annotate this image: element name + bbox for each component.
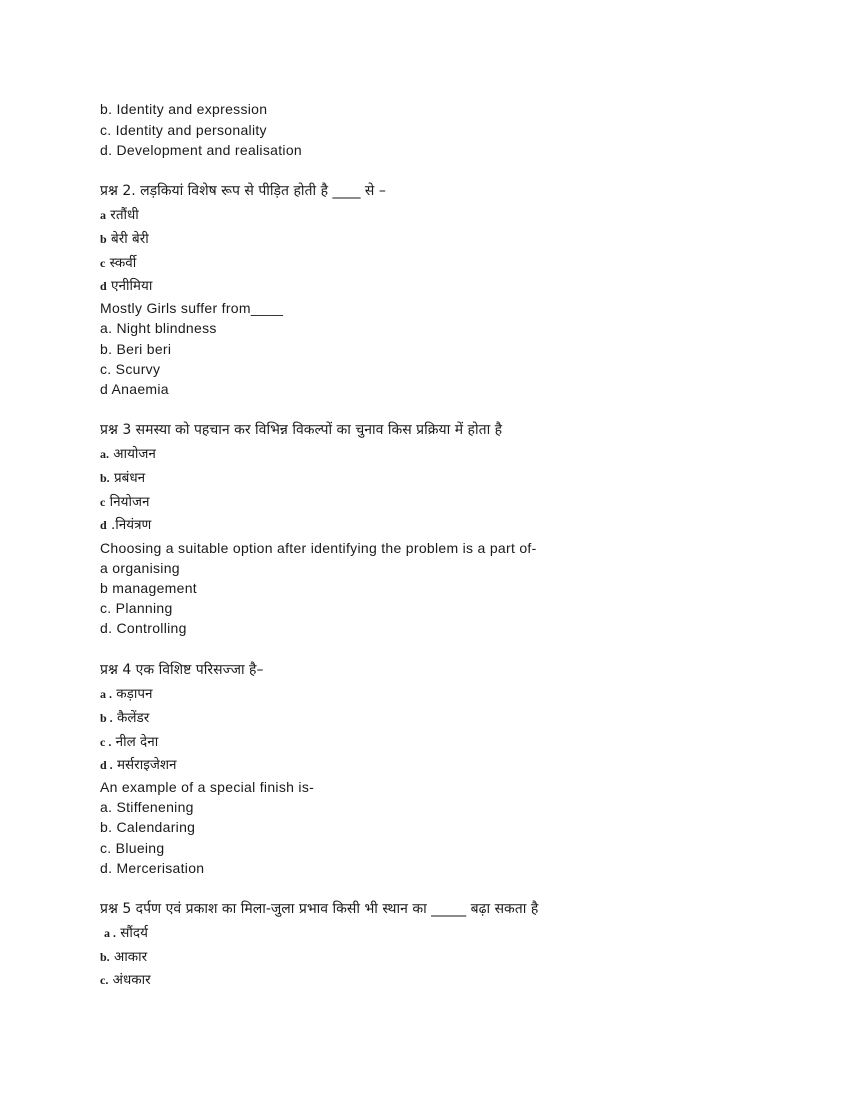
option-label: a. xyxy=(100,447,109,461)
option-label: c . xyxy=(100,735,112,749)
option-text: मर्सराइजेशन xyxy=(116,757,177,773)
q2-question-english: Mostly Girls suffer from____ xyxy=(100,300,284,316)
q4-option-english-c: c. Blueing xyxy=(100,840,165,856)
q2-option-hindi-c xyxy=(100,253,136,273)
top-option-d: d. Development and realisation xyxy=(100,142,303,158)
q4-option-english-b: b. Calendaring xyxy=(100,819,196,835)
q2-option-hindi-b xyxy=(100,229,149,249)
q4-option-english-a: a. Stiffenening xyxy=(100,799,194,815)
option-text: कड़ापन xyxy=(116,686,153,702)
q2-option-english-a: a. Night blindness xyxy=(100,320,217,336)
q2-question-hindi: प्रश्न 2. लड़कियां विशेष रूप से पीड़ित होती है ____ से – xyxy=(100,183,386,199)
q2-option-english-c: c. Scurvy xyxy=(100,361,161,377)
q4-option-hindi-b xyxy=(100,708,149,728)
q3-option-english-b: b management xyxy=(100,580,197,596)
option-label: b . xyxy=(100,711,113,725)
option-text: बेरी बेरी xyxy=(110,231,149,247)
q3-question-english: Choosing a suitable option after identifying the problem is a part of- xyxy=(100,540,537,556)
q5-option-hindi-b xyxy=(100,947,147,967)
option-label: a xyxy=(100,208,106,222)
option-text: आयोजन xyxy=(113,446,156,462)
option-label: d xyxy=(100,279,107,293)
option-label: c xyxy=(100,256,106,270)
option-text: आकार xyxy=(113,949,148,965)
option-text: नियोजन xyxy=(109,494,150,510)
q3-question-hindi: प्रश्न 3 समस्या को पहचान कर विभिन्न विकल्पों का चुनाव किस प्रक्रिया में होता है xyxy=(100,422,503,438)
option-text: प्रबंधन xyxy=(113,470,146,486)
top-option-b: b. Identity and expression xyxy=(100,101,268,117)
q5-question-hindi: प्रश्न 5 दर्पण एवं प्रकाश का मिला-जुला प्रभाव किसी भी स्थान का _____ बढ़ा सकता है xyxy=(100,901,539,917)
q5-option-hindi-c xyxy=(100,970,151,990)
q2-option-hindi-a xyxy=(100,205,139,225)
q3-option-hindi-a xyxy=(100,444,156,464)
option-label: a . xyxy=(104,926,116,940)
q3-option-hindi-d xyxy=(100,515,151,535)
option-text: अंधकार xyxy=(112,972,151,988)
q3-option-english-d: d. Controlling xyxy=(100,620,187,636)
q3-option-english-a: a organising xyxy=(100,560,180,576)
option-label: c xyxy=(100,495,106,509)
option-text: नील देना xyxy=(115,734,159,750)
option-text: स्कर्वी xyxy=(109,255,137,271)
q5-option-hindi-a xyxy=(104,923,148,943)
option-label: b. xyxy=(100,471,110,485)
q2-option-english-d: d Anaemia xyxy=(100,381,169,397)
option-label: b. xyxy=(100,950,110,964)
q3-option-english-c: c. Planning xyxy=(100,600,173,616)
q4-option-hindi-c xyxy=(100,732,158,752)
option-label: c. xyxy=(100,973,109,987)
option-text: कैलेंडर xyxy=(116,710,150,726)
q4-option-hindi-a xyxy=(100,684,153,704)
q3-option-hindi-c xyxy=(100,492,149,512)
top-option-c: c. Identity and personality xyxy=(100,122,267,138)
option-text: सौंदर्य xyxy=(120,925,148,941)
q4-question-english: An example of a special finish is- xyxy=(100,779,315,795)
q2-option-english-b: b. Beri beri xyxy=(100,341,172,357)
option-label: a . xyxy=(100,687,112,701)
option-label: d xyxy=(100,518,107,532)
option-label: d . xyxy=(100,758,113,772)
q2-option-hindi-d xyxy=(100,276,152,296)
option-label: b xyxy=(100,232,107,246)
option-text: एनीमिया xyxy=(110,278,153,294)
q4-question-hindi: प्रश्न 4 एक विशिष्ट परिसज्जा है– xyxy=(100,662,264,678)
q3-option-hindi-b xyxy=(100,468,145,488)
option-text: रतौंधी xyxy=(110,207,139,223)
q4-option-english-d: d. Mercerisation xyxy=(100,860,205,876)
option-text: .नियंत्रण xyxy=(110,517,152,533)
q4-option-hindi-d xyxy=(100,755,177,775)
